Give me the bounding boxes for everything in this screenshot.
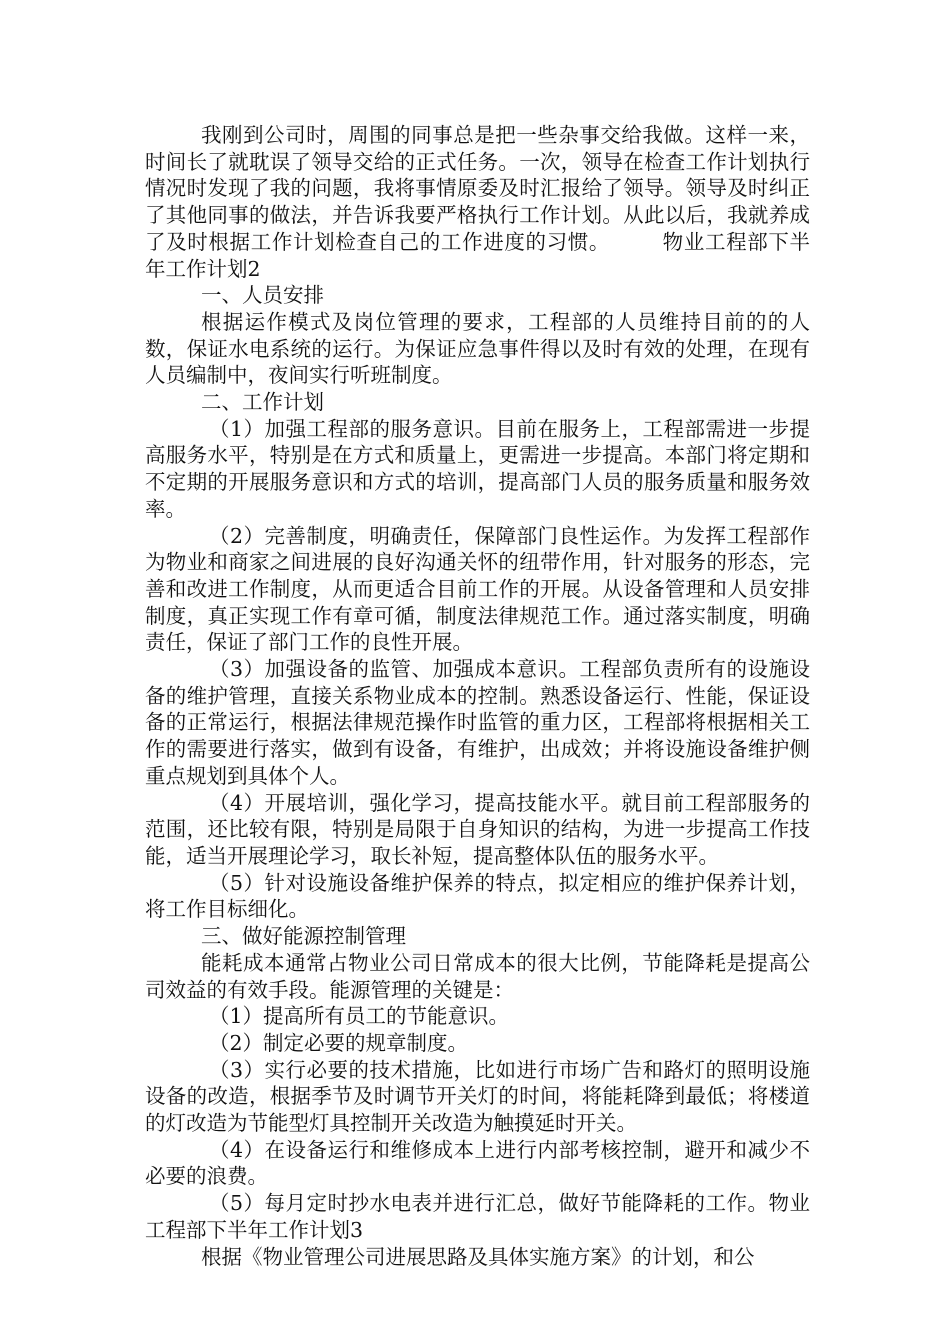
list-item: （4）在设备运行和维修成本上进行内部考核控制，避开和减少不必要的浪费。 <box>145 1137 810 1189</box>
paragraph: 根据《物业管理公司进展思路及具体实施方案》的计划，和公 <box>201 1244 755 1269</box>
document-body <box>145 122 810 1270</box>
list-item: （5）针对设施设备维护保养的特点，拟定相应的维护保养计划，将工作目标细化。 <box>145 870 810 922</box>
paragraph: 根据运作模式及岗位管理的要求，工程部的人员维持目前的的人数，保证水电系统的运行。为保证应急事件得以及时有效的处理，在现有人员编制中，夜间实行听班制度。 <box>145 309 810 388</box>
list-item: （2）制定必要的规章制度。 <box>209 1030 469 1055</box>
paragraph: 能耗成本通常占物业公司日常成本的很大比例，节能降耗是提高公司效益的有效手段。能源管理的关键是： <box>145 950 810 1002</box>
list-item: （1）加强工程部的服务意识。目前在服务上，工程部需进一步提高服务水平，特别是在方式和质量上，更需进一步提高。本部门将定期和不定期的开展服务意识和方式的培训，提高部门人员的服务质量和服务效率。 <box>145 416 810 521</box>
section-title: 物业工程部下半年工作计划2 <box>145 229 811 281</box>
paragraph-text: 我刚到公司时，周围的同事总是把一些杂事交给我做。这样一来，时间长了就耽误了领导交给的正式任务。一次，领导在检查工作计划执行情况时发现了我的问题，我将事情原委及时汇报给了领导。领导及时纠正了其他同事的做法，并告诉我要严格执行工作计划。从此以后，我就养成了及时根据工作计划检查自己的工作进度的习惯。 <box>145 123 810 254</box>
list-item: （3）加强设备的监管、加强成本意识。工程部负责所有的设施设备的维护管理，直接关系物业成本的控制。熟悉设备运行、性能，保证设备的正常运行，根据法律规范操作时监管的重力区，工程部将根据相关工作的需要进行落实，做到有设备，有维护，出成效；并将设施设备维护侧重点规划到具体个人。 <box>145 657 810 788</box>
heading-staff-arrangement: 一、人员安排 <box>201 283 324 308</box>
list-item: （3）实行必要的技术措施，比如进行市场广告和路灯的照明设施设备的改造，根据季节及时调节开关灯的时间，将能耗降到最低；将楼道的灯改造为节能型灯具控制开关改造为触摸延时开关。 <box>145 1057 810 1136</box>
list-item: （5）每月定时抄水电表并进行汇总，做好节能降耗的工作。物业工程部下半年工作计划3 <box>145 1191 810 1242</box>
list-item: （4）开展培训，强化学习，提高技能水平。就目前工程部服务的范围，还比较有限，特别是局限于自身知识的结构，为进一步提高工作技能，适当开展理论学习，取长补短，提高整体队伍的服务水平。 <box>145 790 810 868</box>
paragraph <box>145 122 810 282</box>
heading-energy-control: 三、做好能源控制管理 <box>201 924 406 949</box>
list-item: （2）完善制度，明确责任，保障部门良性运作。为发挥工程部作为物业和商家之间进展的良好沟通关怀的纽带作用，针对服务的形态，完善和改进工作制度，从而更适合目前工作的开展。从设备管理和人员安排制度，真正实现工作有章可循，制度法律规范工作。通过落实制度，明确责任，保证了部门工作的良性开展。 <box>145 523 810 655</box>
list-item: （1）提高所有员工的节能意识。 <box>209 1004 510 1029</box>
heading-work-plan: 二、工作计划 <box>201 390 324 415</box>
